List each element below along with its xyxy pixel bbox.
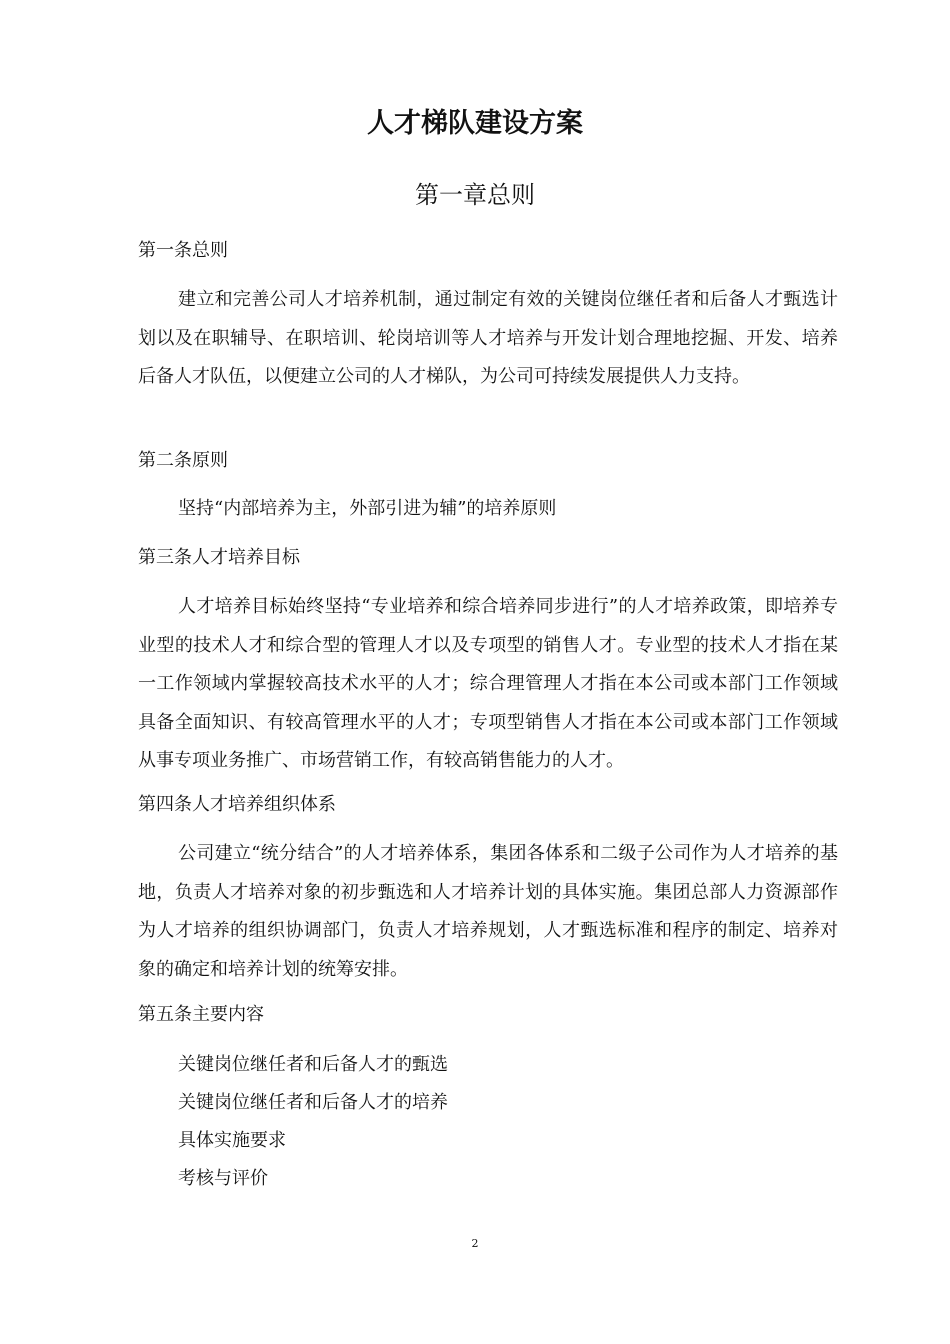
section-heading: 第四条人才培养组织体系 [138,794,336,815]
document-title: 人才梯队建设方案 [367,108,583,139]
section-heading: 第三条人才培养目标 [138,547,300,568]
section-body: 建立和完善公司人才培养机制，通过制定有效的关键岗位继任者和后备人才甄选计划以及在职辅导、在职培训、轮岗培训等人才培养与开发计划合理地挖掘、开发、培养后备人才队伍，以便建立公司的人才梯队，为公司可持续发展提供人力支持。 [138,289,838,387]
list-item: 关键岗位继任者和后备人才的培养 [178,1092,448,1113]
section-heading: 第一条总则 [138,240,228,261]
chapter-title: 第一章总则 [415,181,535,209]
list-item: 考核与评价 [178,1168,268,1189]
section-heading: 第二条原则 [138,450,228,471]
section-heading: 第五条主要内容 [138,1004,264,1025]
page-number: 2 [471,1237,479,1250]
section-body: 坚持“内部培养为主，外部引进为辅”的培养原则 [178,498,557,519]
list-item: 具体实施要求 [178,1130,286,1151]
section-body: 公司建立“统分结合”的人才培养体系，集团各体系和二级子公司作为人才培养的基地，负责人才培养对象的初步甄选和人才培养计划的具体实施。集团总部人力资源部作为人才培养的组织协调部门，负责人才培养规划，人才甄选标准和程序的制定、培养对象的确定和培养计划的统筹安排。 [138,843,838,980]
section-body: 人才培养目标始终坚持“专业培养和综合培养同步进行”的人才培养政策，即培养专业型的技术人才和综合型的管理人才以及专项型的销售人才。专业型的技术人才指在某一工作领域内掌握较高技术水平的人才；综合理管理人才指在本公司或本部门工作领域具备全面知识、有较高管理水平的人才；专项型销售人才指在本公司或本部门工作领域从事专项业务推广、市场营销工作，有较高销售能力的人才。 [138,596,838,771]
list-item: 关键岗位继任者和后备人才的甄选 [178,1054,448,1075]
